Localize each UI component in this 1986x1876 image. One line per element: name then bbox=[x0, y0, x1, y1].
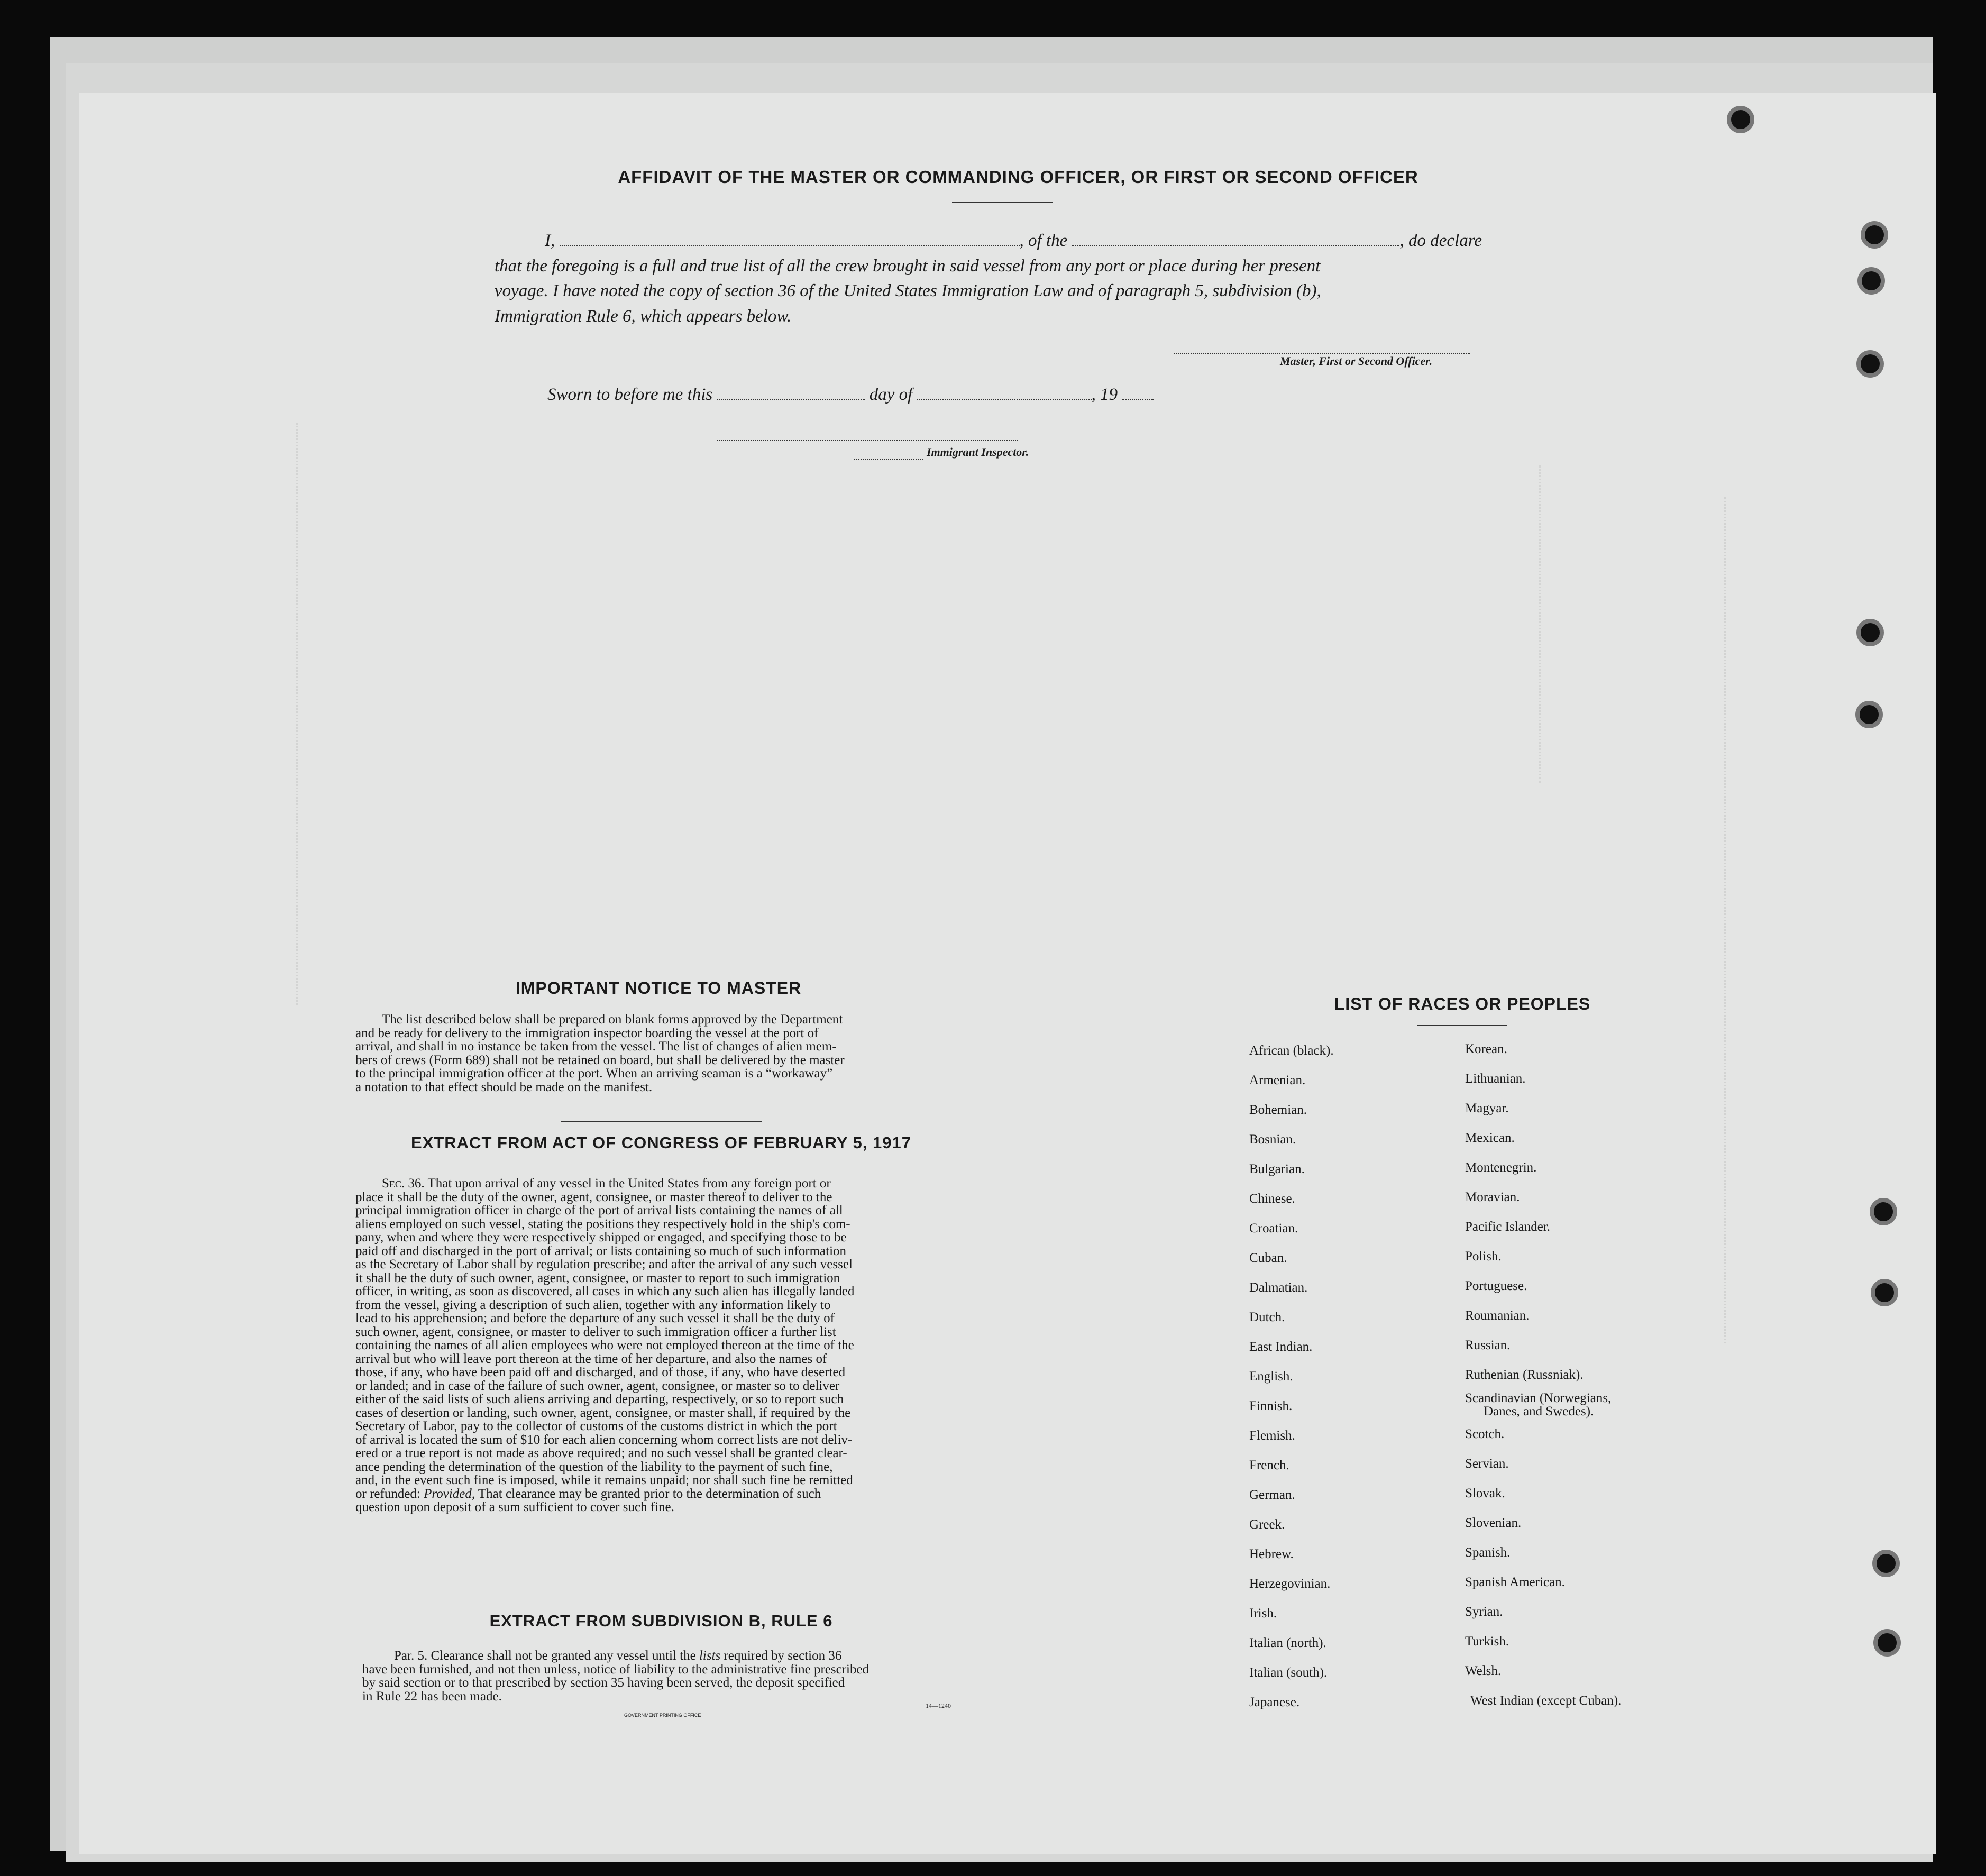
form-number: 14—1240 bbox=[926, 1702, 951, 1709]
sworn-day-of: day of bbox=[869, 385, 913, 404]
race-item: Ruthenian (Russniak). bbox=[1465, 1368, 1584, 1382]
proviso-rest: That clearance may be granted prior to the determination of such bbox=[475, 1486, 821, 1501]
act-line: such owner, agent, consignee, or master to deliver to such immigration officer a further list bbox=[355, 1324, 836, 1339]
race-item: Bohemian. bbox=[1249, 1103, 1307, 1117]
act-line: paid off and discharged in the port of arrival; or lists containing so much of such information bbox=[355, 1243, 847, 1258]
notice-line: and be ready for delivery to the immigration inspector boarding the vessel at the port of bbox=[355, 1026, 819, 1040]
sworn-prefix: Sworn to before me this bbox=[547, 385, 713, 404]
race-item: Slovenian. bbox=[1465, 1516, 1522, 1530]
act-line: pany, when and where they were respectively shipped or engaged, and specifying those to be bbox=[355, 1230, 847, 1244]
notice-line: The list described below shall be prepared on blank forms approved by the Department bbox=[382, 1012, 843, 1027]
race-item: East Indian. bbox=[1249, 1340, 1313, 1354]
race-item: Italian (south). bbox=[1249, 1665, 1328, 1680]
binding-hole bbox=[1861, 221, 1888, 249]
race-item: Syrian. bbox=[1465, 1605, 1503, 1619]
sec-first-line: That upon arrival of any vessel in the United States from any foreign port or bbox=[424, 1176, 831, 1191]
act-line: aliens employed on such vessel, stating the positions they respectively hold in the ship's com- bbox=[355, 1216, 850, 1231]
binding-hole bbox=[1873, 1629, 1901, 1657]
race-item: Servian. bbox=[1465, 1457, 1509, 1471]
race-item: Herzegovinian. bbox=[1249, 1577, 1331, 1591]
race-item: Spanish. bbox=[1465, 1545, 1511, 1560]
vessel-name-blank[interactable] bbox=[1072, 244, 1399, 246]
affidavit-line-4: Immigration Rule 6, which appears below. bbox=[495, 307, 792, 326]
race-item: Montenegrin. bbox=[1465, 1160, 1537, 1175]
race-item: Scotch. bbox=[1465, 1427, 1505, 1441]
act-line-first bbox=[382, 1177, 964, 1191]
binding-hole bbox=[1871, 1279, 1898, 1306]
sec-label: Sec. 36. bbox=[382, 1176, 425, 1191]
race-item: Cuban. bbox=[1249, 1251, 1287, 1265]
act-line: it shall be the duty of such owner, agent, consignee, or master to report to such immigration bbox=[355, 1270, 840, 1285]
affidavit-line-2: that the foregoing is a full and true list of all the crew brought in said vessel from any port or place during her present bbox=[495, 257, 1321, 276]
notice-line: bers of crews (Form 689) shall not be retained on board, but shall be delivered by the master bbox=[355, 1053, 845, 1067]
race-item: Turkish. bbox=[1465, 1634, 1509, 1649]
sworn-line bbox=[547, 385, 1154, 405]
binding-hole bbox=[1857, 267, 1885, 295]
rule-line-first bbox=[394, 1649, 976, 1663]
race-item: Portuguese. bbox=[1465, 1279, 1527, 1293]
race-item: Bosnian. bbox=[1249, 1132, 1296, 1147]
sworn-month-blank[interactable] bbox=[917, 398, 1092, 400]
sworn-year: , 19 bbox=[1091, 385, 1118, 404]
race-item-continuation: Danes, and Swedes). bbox=[1484, 1404, 1594, 1419]
notice-line: to the principal immigration officer at the port. When an arriving seaman is a “workaway” bbox=[355, 1066, 833, 1081]
notice-rule bbox=[561, 1121, 762, 1122]
race-item: Croatian. bbox=[1249, 1221, 1298, 1236]
race-item: Roumanian. bbox=[1465, 1308, 1530, 1323]
race-item: Dutch. bbox=[1249, 1310, 1285, 1324]
declarant-name-blank[interactable] bbox=[560, 244, 1020, 246]
race-item: Chinese. bbox=[1249, 1192, 1295, 1206]
act-line: principal immigration officer in charge of the port of arrival lists containing the names of all bbox=[355, 1203, 843, 1218]
affidavit-line-1 bbox=[545, 231, 1482, 251]
act-line: arrival but who will leave port thereon at the time of her departure, and also the names of bbox=[355, 1351, 827, 1366]
race-item: Polish. bbox=[1465, 1249, 1502, 1264]
act-line: lead to his apprehension; and before the departure of any such vessel it shall be the duty of bbox=[355, 1311, 835, 1325]
act-extract-title: EXTRACT FROM ACT OF CONGRESS OF FEBRUARY 5, 1917 bbox=[411, 1133, 911, 1152]
races-title: LIST OF RACES OR PEOPLES bbox=[1334, 994, 1591, 1013]
binding-hole bbox=[1870, 1198, 1897, 1225]
rule-line: by said section or to that prescribed by section 35 having been served, the deposit specified bbox=[362, 1676, 845, 1690]
race-item: French. bbox=[1249, 1458, 1289, 1472]
race-item: Korean. bbox=[1465, 1042, 1507, 1056]
race-item: Slovak. bbox=[1465, 1486, 1505, 1500]
inspector-label: Immigrant Inspector. bbox=[927, 445, 1029, 459]
declarant-prefix: I, bbox=[545, 231, 555, 250]
act-line: Secretary of Labor, pay to the collector of customs of the customs district in which the port bbox=[355, 1419, 837, 1433]
binding-hole bbox=[1727, 106, 1754, 133]
act-line: place it shall be the duty of the owner, agent, consignee, or master thereof to deliver to the bbox=[355, 1189, 832, 1204]
binding-hole bbox=[1872, 1550, 1900, 1577]
printer-imprint: GOVERNMENT PRINTING OFFICE bbox=[624, 1713, 701, 1718]
inspector-signature-line[interactable] bbox=[717, 439, 1018, 441]
race-item: Armenian. bbox=[1249, 1073, 1306, 1087]
binding-hole bbox=[1856, 619, 1884, 646]
race-item: Finnish. bbox=[1249, 1399, 1293, 1413]
race-item: Scandinavian (Norwegians, bbox=[1465, 1391, 1612, 1405]
race-item: Moravian. bbox=[1465, 1190, 1520, 1204]
race-item: Dalmatian. bbox=[1249, 1280, 1308, 1295]
race-item: Japanese. bbox=[1249, 1695, 1300, 1709]
race-item: Pacific Islander. bbox=[1465, 1220, 1551, 1234]
rule-lists-word: lists bbox=[699, 1649, 721, 1663]
notice-line: arrival, and shall in no instance be taken from the vessel. The list of changes of alien mem- bbox=[355, 1039, 837, 1054]
race-item: Flemish. bbox=[1249, 1429, 1295, 1443]
act-line: or landed; and in case of the failure of such owner, agent, consignee, or master so to deliver bbox=[355, 1378, 840, 1393]
master-signature-label: Master, First or Second Officer. bbox=[1280, 354, 1433, 368]
act-line: as the Secretary of Labor shall by regulation prescribe; and after the arrival of any such vessel bbox=[355, 1257, 853, 1271]
act-line: of arrival is located the sum of $10 for each alien concerning whom correct lists are not deliv- bbox=[355, 1432, 853, 1447]
race-item: Lithuanian. bbox=[1465, 1072, 1526, 1086]
race-item: English. bbox=[1249, 1369, 1293, 1384]
proviso-prefix: or refunded: bbox=[355, 1486, 424, 1501]
proviso-word: Provided, bbox=[424, 1486, 475, 1501]
race-item: Irish. bbox=[1249, 1606, 1277, 1621]
race-item: Hebrew. bbox=[1249, 1547, 1294, 1561]
race-item: West Indian (except Cuban). bbox=[1470, 1694, 1622, 1708]
sworn-day-blank[interactable] bbox=[717, 398, 865, 400]
race-item: Greek. bbox=[1249, 1517, 1285, 1532]
notice-line: a notation to that effect should be made on the manifest. bbox=[355, 1079, 653, 1094]
race-item: Welsh. bbox=[1465, 1664, 1502, 1678]
master-signature-line[interactable] bbox=[1174, 352, 1470, 354]
inspector-signature-line-2[interactable] bbox=[854, 458, 923, 460]
binding-hole bbox=[1856, 350, 1884, 378]
act-line: from the vessel, giving a description of such alien, together with any information likely to bbox=[355, 1297, 831, 1312]
race-item: Italian (north). bbox=[1249, 1636, 1326, 1650]
act-line: and, in the event such fine is imposed, while it remains unpaid; nor shall such fine be remitted bbox=[355, 1473, 853, 1487]
rule-line: have been furnished, and not then unless, notice of liability to the administrative fine prescribed bbox=[362, 1662, 870, 1677]
rule-line-b: required by section 36 bbox=[720, 1649, 842, 1663]
race-item: Russian. bbox=[1465, 1338, 1511, 1352]
of-the-text: , of the bbox=[1019, 231, 1068, 250]
act-line: cases of desertion or landing, such owner, agent, consignee, or master shall, if required by the bbox=[355, 1405, 851, 1420]
race-item: African (black). bbox=[1249, 1044, 1334, 1058]
act-line-last: question upon deposit of a sum sufficient to cover such fine. bbox=[355, 1500, 674, 1514]
races-rule bbox=[1417, 1025, 1507, 1026]
act-line: ance pending the determination of the question of the liability to the payment of such fine, bbox=[355, 1459, 833, 1474]
race-item: Mexican. bbox=[1465, 1131, 1515, 1145]
act-line: officer, in writing, as soon as discovered, all cases in which any such alien has illegally landed bbox=[355, 1284, 855, 1298]
race-item: German. bbox=[1249, 1488, 1295, 1502]
form-sheet bbox=[79, 93, 1936, 1854]
notice-title: IMPORTANT NOTICE TO MASTER bbox=[515, 978, 802, 998]
binding-hole bbox=[1855, 701, 1883, 728]
act-line-proviso bbox=[355, 1487, 964, 1501]
rule-line-a: Par. 5. Clearance shall not be granted any vessel until the bbox=[394, 1649, 699, 1663]
act-line: containing the names of all alien employees who were not employed thereon at the time of the bbox=[355, 1338, 854, 1352]
declare-text: , do declare bbox=[1399, 231, 1482, 250]
race-item: Spanish American. bbox=[1465, 1575, 1565, 1589]
act-line: those, if any, who have been paid off and discharged, and of those, if any, who have deserted bbox=[355, 1365, 846, 1379]
act-line: either of the said lists of such aliens arriving and departing, respectively, or so to report such bbox=[355, 1392, 844, 1406]
rule-line: in Rule 22 has been made. bbox=[362, 1689, 502, 1704]
affidavit-line-3: voyage. I have noted the copy of section 36 of the United States Immigration Law and of paragraph 5, subdivision (b), bbox=[495, 281, 1321, 300]
act-line: ered or a true report is not made as above required; and no such vessel shall be granted clear- bbox=[355, 1446, 847, 1460]
race-item: Magyar. bbox=[1465, 1101, 1509, 1115]
affidavit-title: AFFIDAVIT OF THE MASTER OR COMMANDING OFFICER, OR FIRST OR SECOND OFFICER bbox=[618, 167, 1418, 187]
race-item: Bulgarian. bbox=[1249, 1162, 1305, 1176]
rule-extract-title: EXTRACT FROM SUBDIVISION B, RULE 6 bbox=[489, 1612, 833, 1630]
sworn-year-blank[interactable] bbox=[1122, 398, 1154, 400]
title-rule bbox=[952, 202, 1053, 203]
